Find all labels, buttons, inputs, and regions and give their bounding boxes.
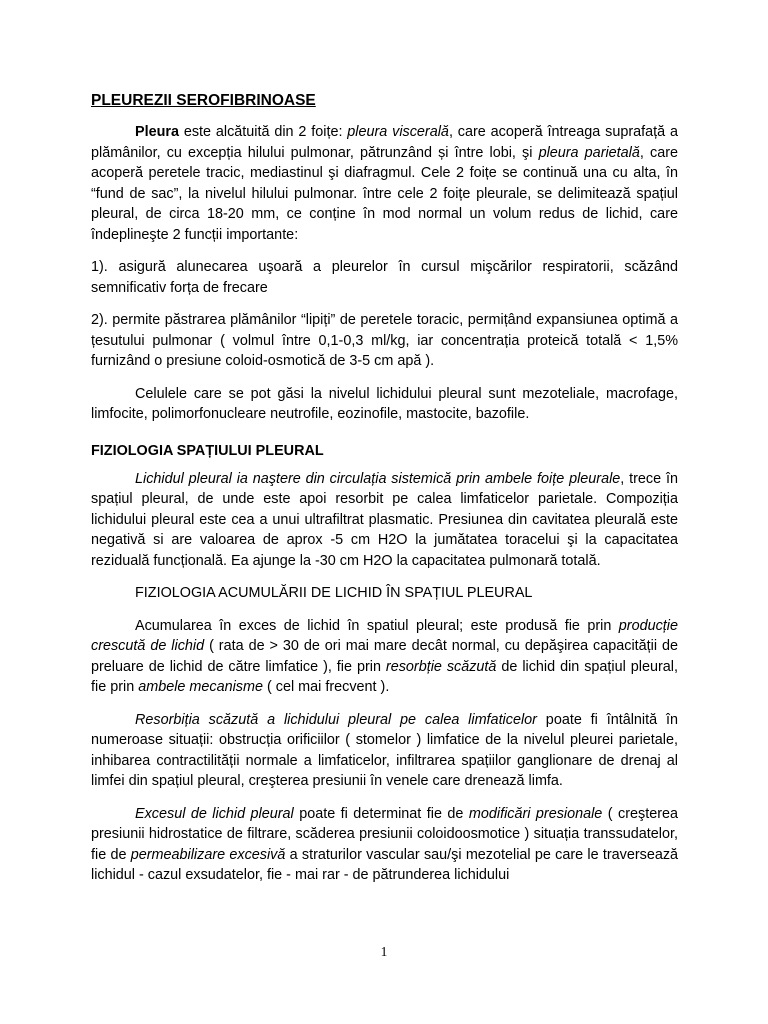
paragraph-function-1: 1). asigură alunecarea uşoară a pleurelor în cursul mişcărilor respiratorii, scăzând semnificativ forța de frecare [91,259,678,296]
page-number: 1 [380,944,388,959]
paragraph-resorption: Resorbiția scăzută a lichidului pleural pe calea limfaticelor poate fi întâlnită în numeroase situații: obstrucția orificiilor ( stomelor ) limfatice de la nivelul pleurei parietale, inhibarea contractilității normale a limfaticelor, infiltrarea spațiilor ganglionare de drenaj al limfei din spațiul pleural, creşterea presiunii în venele care drenează limfa. [91,711,678,789]
section-heading-accumulation: FIZIOLOGIA ACUMULĂRII DE LICHID ÎN SPAȚIUL PLEURAL [135,585,533,601]
paragraph-excess: Excesul de lichid pleural poate fi determinat fie de modificări presionale ( creşterea presiunii hidrostatice de filtrare, scăderea presiunii coloidoosmotice ) situația transsudatelor, fie de permeabilizare excesivă a straturilor vascular sau/şi mezotelial pe care le traversează lichidul - cazul exsudatelor, fie - mai rar - de pătrunderea lichidului [91,805,679,883]
paragraph-cells: Celulele care se pot găsi la nivelul lichidului pleural sunt mezoteliale, macrofage, limfocite, polimorfonucleare neutrofile, eozinofile, mastocite, bazofile. [91,385,678,422]
paragraph-physiology: Lichidul pleural ia naştere din circulația sistemică prin ambele foițe pleurale, trece în spațiul pleural, de unde este apoi resorbit pe calea limfaticelor parietale. Compoziția lichidului pleural este cea a unui ultrafiltrat plasmatic. Presiunea din cavitatea pleurală este negativă si are valoarea de aprox -5 cm H2O la jumătatea toracelui şi la capacitatea reziduală funcțională. Ea ajunge la -30 cm H2O la capacitatea pulmonară totală. [91,470,678,569]
section-heading-physiology: FIZIOLOGIA SPAȚIULUI PLEURAL [91,442,324,459]
paragraph-accumulation: Acumularea în exces de lichid în spatiul pleural; este produsă fie prin producție crescută de lichid ( rata de > 30 de ori mai mare decât normal, cu depăşirea capacității de preluare de lichid de către limfatice ), fie prin resorbție scăzută de lichid din spațiul pleural, fie prin ambele mecanisme ( cel mai frecvent ). [91,617,679,695]
document-page [91,90,678,898]
paragraph-function-2: 2). permite păstrarea plămânilor “lipiți” de peretele toracic, permițând expansiunea optimă a țesutului pulmonar ( volmul între 0,1-0,3 ml/kg, iar concentrația proteică totală < 1,5% furnizând o presiune coloid-osmotică de 3-5 cm apă ). [91,312,678,369]
document-title: PLEUREZII SEROFIBRINOASE [91,92,316,109]
paragraph-pleura: Pleura este alcătuită din 2 foițe: pleura viscerală, care acoperă întreaga suprafață a plămânilor, cu excepția hilului pulmonar, pătrunzând și între lobi, şi pleura parietală, care acoperă peretele tracic, mediastinul şi diafragmul. Cele 2 foițe se continuă una cu alta, în “fund de sac”, la nivelul hilului pulmonar. între cele 2 foițe pleurale, se delimitează spațiul pleural, de circa 18-20 mm, ce conține în mod normal un volum redus de lichid, care îndeplineşte 2 funcții importante: [91,124,679,243]
